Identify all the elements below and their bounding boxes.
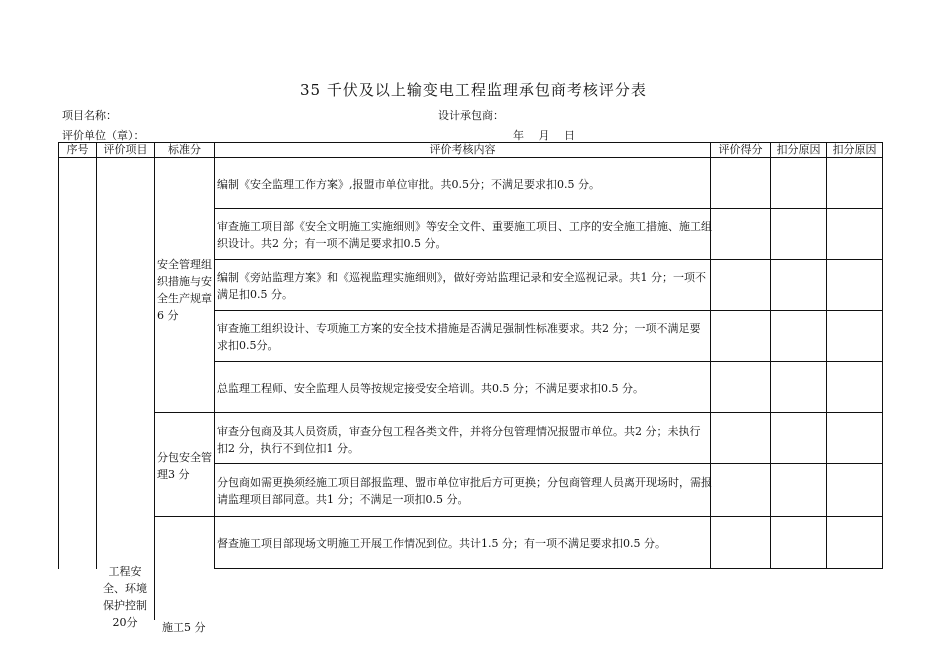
table-row: 编制《安全监理工作方案》,报盟市单位审批。共0.5分；不满足要求扣0.5 分。 bbox=[217, 178, 600, 191]
table-row: 审查施工项目部《安全文明施工实施细则》等安全文件、重要施工项目、工序的安全施工措施、施工组织设计。共2 分；有一项不满足要求扣0.5 分。 bbox=[217, 220, 712, 250]
group-label-safety-management: 安全管理组织措施与安全生产规章6 分 bbox=[157, 258, 212, 322]
table-row: 编制《旁站监理方案》和《巡视监理实施细则》，做好旁站监理记录和安全巡视记录。共1 分；一项不满足扣0.5 分。 bbox=[217, 271, 706, 301]
header-reason-1: 扣分原因 bbox=[776, 143, 821, 156]
table-row: 审查分包商及其人员资质，审查分包工程各类文件，并将分包管理情况报盟市单位。共2 分；未执行扣2 分，执行不到位扣1 分。 bbox=[217, 425, 701, 455]
header-reason-2: 扣分原因 bbox=[832, 143, 877, 156]
group-label-subcontract: 分包安全管理3 分 bbox=[157, 451, 212, 481]
project-name-label: 项目名称： bbox=[62, 109, 117, 122]
header-score: 评价得分 bbox=[718, 143, 763, 156]
header-seq: 序号 bbox=[66, 143, 89, 156]
table-row: 总监理工程师、安全监理人员等按规定接受安全培训。共0.5 分；不满足要求扣0.5 分。 bbox=[217, 382, 644, 395]
header-standard-score: 标准分 bbox=[168, 143, 201, 156]
table-row: 督查施工项目部现场文明施工开展工作情况到位。共计1.5 分；有一项不满足要求扣0.5 分。 bbox=[217, 537, 666, 550]
header-content: 评价考核内容 bbox=[429, 143, 496, 156]
date-label: 年 月 日 bbox=[513, 129, 575, 142]
table-row: 分包商如需更换须经施工项目部报监理、盟市单位审批后方可更换；分包商管理人员离开现场时，需报请监理项目部同意。共1 分；不满足一项扣0.5 分。 bbox=[217, 476, 712, 506]
table-row: 审查施工组织设计、专项施工方案的安全技术措施是否满足强制性标准要求。共2 分；一项不满足要求扣0.5分。 bbox=[217, 322, 701, 352]
page-title: 35 千伏及以上输变电工程监理承包商考核评分表 bbox=[300, 81, 647, 99]
category-label: 工程安全、环境保护控制20分 bbox=[103, 565, 147, 629]
eval-unit-label: 评价单位（章）： bbox=[62, 129, 145, 142]
group-label-construction: 施工5 分 bbox=[162, 621, 206, 634]
header-item: 评价项目 bbox=[103, 143, 148, 156]
design-contractor-label: 设计承包商： bbox=[438, 109, 504, 122]
